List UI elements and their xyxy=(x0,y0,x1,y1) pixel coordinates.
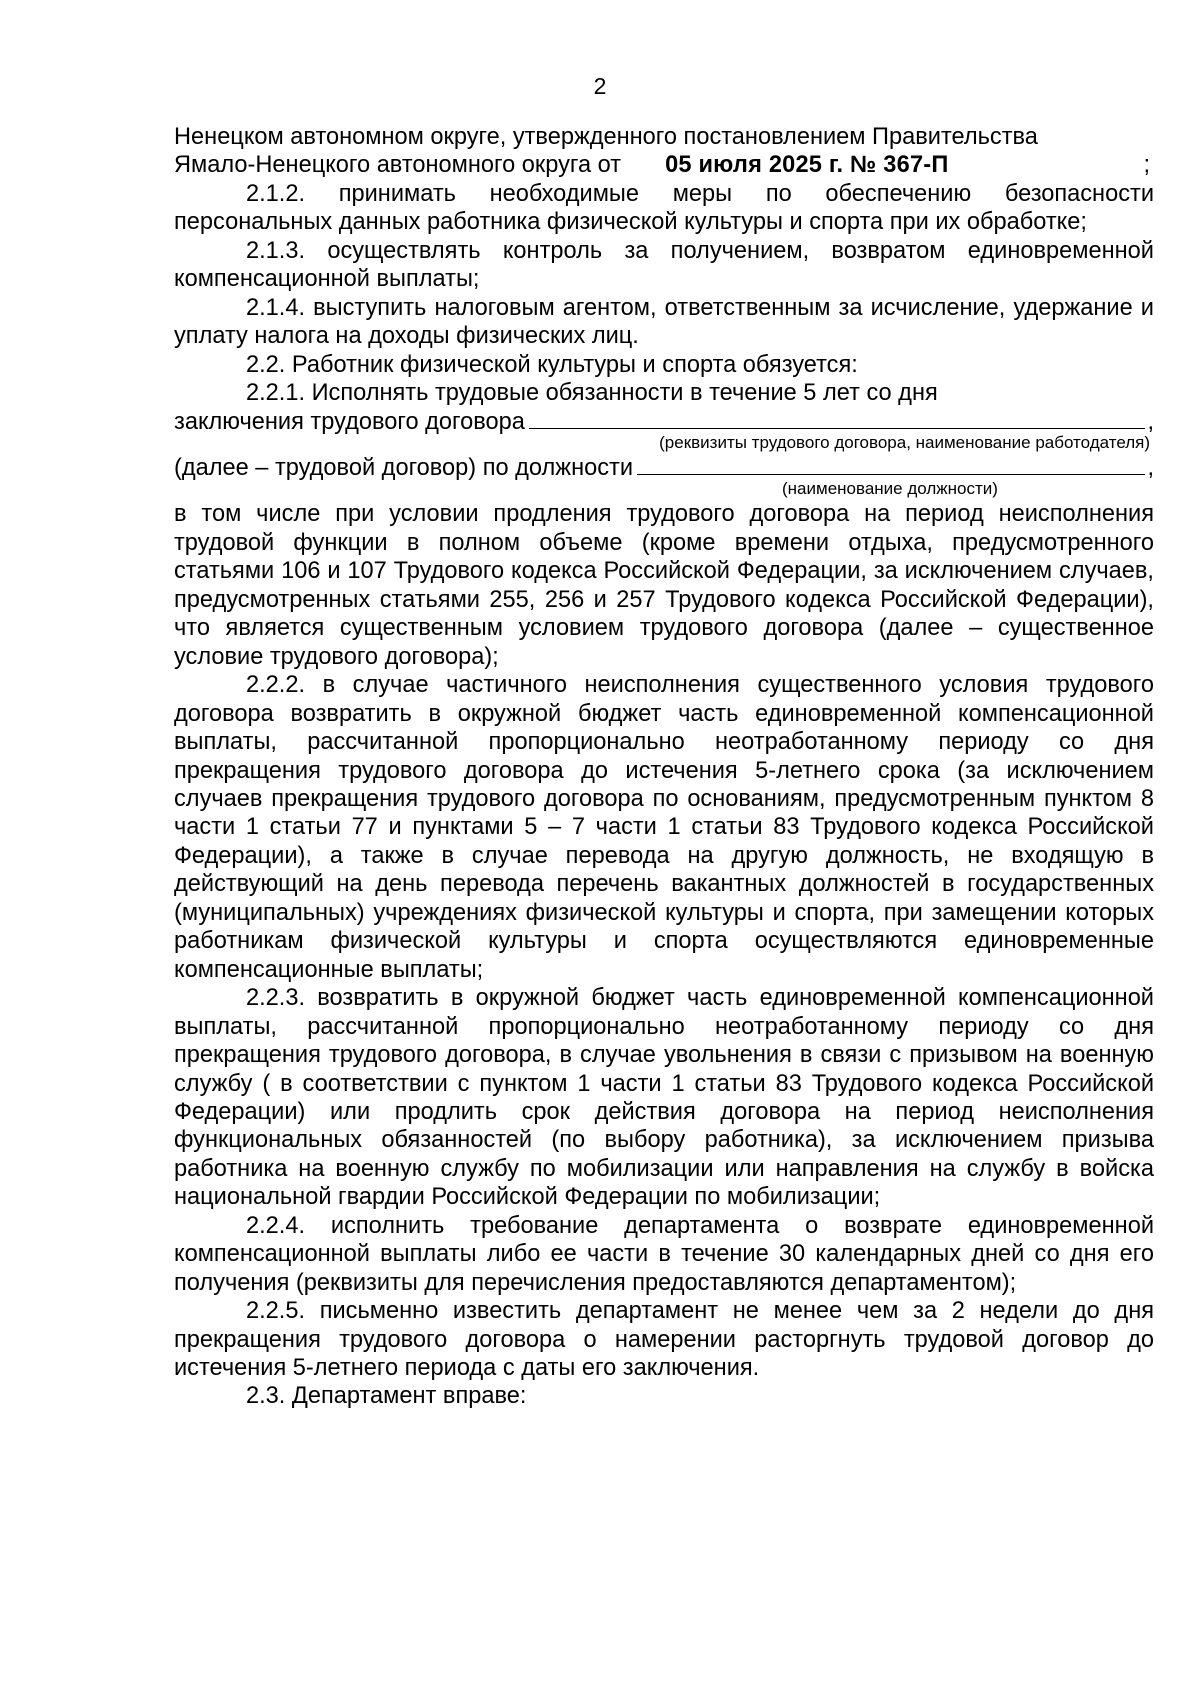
contract-details-blank[interactable] xyxy=(529,410,1146,429)
clause-2-1-3: 2.1.3. осуществлять контроль за получением, возвратом единовременной компенсационной выплаты; xyxy=(174,237,1154,293)
clause-2-2-4: 2.2.4. исполнить требование департамента о возврате единовременной компенсационной выплаты либо ее части в течение 30 календарных дней со дня его получения (реквизиты для перечисления предоставляются департаментом); xyxy=(174,1212,1154,1296)
page-number: 2 xyxy=(593,73,607,99)
punctuation: ; xyxy=(1143,152,1150,179)
position-caption: (наименование должности) xyxy=(782,479,998,499)
paragraph-line: Ненецком автономном округе, утвержденного постановлением Правительства xyxy=(174,124,1038,150)
clause-2-3: 2.3. Департамент вправе: xyxy=(246,1383,527,1410)
resolution-date-line xyxy=(174,151,1154,179)
contract-details-caption: (реквизиты трудового договора, наименование работодателя) xyxy=(659,432,1150,452)
paragraph-line: заключения трудового договора xyxy=(174,408,525,435)
clause-2-2-1-intro: 2.2.1. Исполнять трудовые обязанности в течение 5 лет со дня xyxy=(246,380,938,407)
clause-2-2-1-body: в том числе при условии продления трудового договора на период неисполнения трудовой функции в полном объеме (кроме времени отдыха, предусмотренного статьями 106 и 107 Трудового кодекса Российской Федерации, за исключением случаев, предусмотренных статьями 255, 256 и 257 Трудового кодекса Российской Федерации), что является существенным условием трудового договора (далее – существенное условие трудового договора); xyxy=(174,501,1154,670)
document-body xyxy=(174,123,1154,1411)
resolution-date: 05 июля 2025 г. № 367-П xyxy=(665,152,949,179)
clause-2-2-2: 2.2.2. в случае частичного неисполнения существенного условия трудового договора возвратить в окружной бюджет часть единовременной компенсационной выплаты, рассчитанной пропорционально неотработанному периоду со дня прекращения трудового договора до истечения 5-летнего срока (за исключением случаев прекращения трудового договора по основаниям, предусмотренным пунктом 8 части 1 статьи 77 и пунктами 5 – 7 части 1 статьи 83 Трудового кодекса Российской Федерации), а также в случае перевода на другую должность, не входящую в действующий на день перевода перечень вакантных должностей в государственных (муниципальных) учреждениях физической культуры и спорта, при замещении которых работникам физической культуры и спорта осуществляются единовременные компенсационные выплаты; xyxy=(174,672,1154,983)
paragraph-line: Ямало-Ненецкого автономного округа от xyxy=(174,152,622,179)
position-blank[interactable] xyxy=(637,456,1145,475)
punctuation: , xyxy=(1147,408,1154,435)
clause-2-2: 2.2. Работник физической культуры и спорта обязуется: xyxy=(246,351,858,378)
clause-2-2-5: 2.2.5. письменно известить департамент не менее чем за 2 недели до дня прекращения трудового договора о намерении расторгнуть трудовой договор до истечения 5-летнего периода с даты его заключения. xyxy=(174,1298,1154,1382)
clause-2-1-2: 2.1.2. принимать необходимые меры по обеспечению безопасности персональных данных работника физической культуры и спорта при их обработке; xyxy=(174,180,1154,236)
clause-2-1-4: 2.1.4. выступить налоговым агентом, ответственным за исчисление, удержание и уплату налога на доходы физических лиц. xyxy=(174,294,1154,350)
paragraph-line: (далее – трудовой договор) по должности xyxy=(174,454,634,481)
clause-2-2-3: 2.2.3. возвратить в окружной бюджет часть единовременной компенсационной выплаты, рассчитанной пропорционально неотработанному периоду со дня прекращения трудового договора, в случае увольнения в связи с призывом на военную службу ( в соответствии с пунктом 1 части 1 статьи 83 Трудового кодекса Российской Федерации) или продлить срок действия договора на период неисполнения функциональных обязанностей (по выбору работника), за исключением призыва работника на военную службу по мобилизации или направления на службу в войска национальной гвардии Российской Федерации по мобилизации; xyxy=(174,985,1154,1211)
punctuation: , xyxy=(1147,454,1154,481)
